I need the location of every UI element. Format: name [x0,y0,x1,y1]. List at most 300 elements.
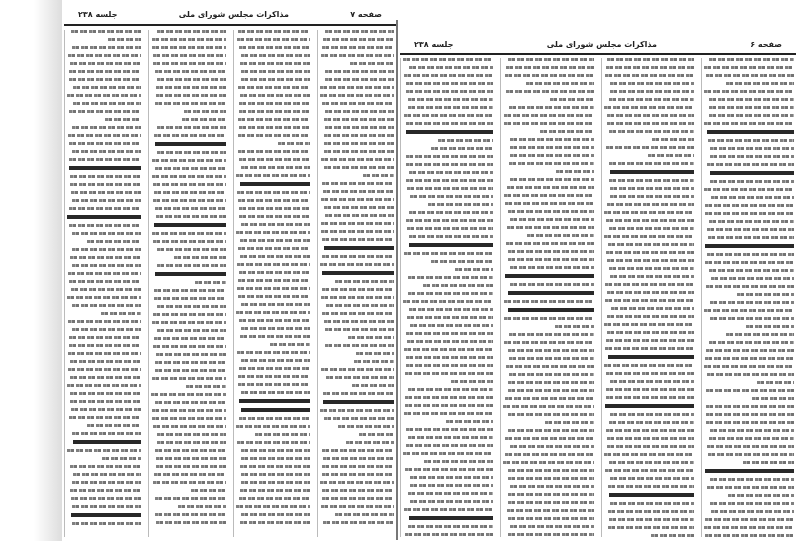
text-line [504,194,594,197]
text-line [324,206,394,209]
text-line [155,361,225,364]
text-line [239,367,310,370]
text-line [609,267,693,270]
text-line [610,90,694,93]
text-line [540,130,593,133]
page-header [64,8,396,22]
text-line [67,449,141,452]
text-line [70,183,141,186]
text-line [404,508,494,511]
text-line [607,437,694,440]
text-line [726,333,794,336]
text-line [710,502,794,505]
text-line [239,102,310,105]
speaker-heading-line [324,246,394,250]
text-line [510,485,594,488]
text-line [156,457,226,460]
text-line [239,46,310,49]
text-line [405,404,494,407]
text-line [406,428,494,431]
text-line [648,154,694,157]
text-line [237,38,310,41]
text-line [240,62,309,65]
text-line [610,275,694,278]
text-line [707,253,794,256]
text-line [67,94,141,97]
text-line [322,312,394,315]
speaker-heading-line [705,244,794,248]
text-line [610,195,693,198]
text-line [410,484,493,487]
text-line [408,388,494,391]
text-line [69,207,141,210]
text-line [746,325,794,328]
text-line [326,376,394,379]
text-line [504,122,594,125]
text-line [605,347,694,350]
text-line [101,312,141,315]
text-line [406,332,493,335]
text-line [241,223,310,226]
text-line [709,106,794,109]
text-line [70,465,142,468]
text-line [322,238,394,241]
left-page [64,0,396,541]
text-line [446,420,493,423]
text-line [240,239,310,242]
text-column [148,30,227,537]
text-line [709,341,794,344]
header-rule [400,53,796,55]
text-line [510,178,593,181]
text-line [241,473,310,476]
text-line [70,489,142,492]
text-line [71,191,141,194]
text-line [507,226,593,229]
text-line [153,199,225,202]
text-line [238,279,310,282]
text-line [155,369,226,372]
speaker-heading-line [608,355,694,359]
text-line [610,187,694,190]
text-line [155,401,225,404]
text-line [504,341,594,344]
text-line [68,272,141,275]
text-line [69,70,142,73]
text-line [102,457,141,460]
text-line [508,58,593,61]
text-line [68,134,141,137]
text-line [403,58,493,61]
text-line [607,445,694,448]
text-line [526,82,594,85]
text-line [321,296,394,299]
text-line [408,276,493,279]
text-line [438,139,493,142]
text-line [241,166,309,169]
speaker-heading-line [505,274,594,278]
text-line [157,329,225,332]
text-line [710,155,794,158]
text-line [704,526,794,529]
speaker-heading-line [155,142,226,146]
text-line [155,513,226,516]
text-line [72,248,141,251]
text-line [609,98,694,101]
text-line [325,30,394,33]
text-line [510,138,594,141]
text-line [239,319,310,322]
text-line [237,441,310,444]
text-line [505,202,593,205]
text-line [325,344,394,347]
text-line [406,155,493,158]
text-line [325,78,394,81]
publication-title: مذاکرات مجلس شورای ملی [178,10,289,19]
scan-edge [0,0,62,541]
speaker-heading-line [155,272,225,276]
text-line [506,66,594,69]
text-line [320,86,394,89]
text-line [153,62,226,65]
text-line [335,280,394,283]
text-line [157,441,226,444]
text-line [605,283,694,286]
text-line [707,445,794,448]
text-line [607,259,694,262]
text-line [606,388,694,391]
text-line [321,368,394,371]
text-line [610,380,694,383]
speaker-heading-line [508,308,593,312]
text-line [354,360,394,363]
text-line [241,303,310,306]
text-line [410,500,494,503]
right-page [400,0,796,541]
text-line [604,323,694,326]
text-line [241,54,310,57]
text-line [324,142,394,145]
text-line [604,235,694,238]
text-line [652,138,694,141]
text-line [67,296,141,299]
text-line [152,159,226,162]
text-line [240,94,310,97]
text-line [709,98,794,101]
text-line [352,384,394,387]
text-line [403,300,493,303]
text-line [239,417,310,420]
page-number: صفحه ۷ [350,10,382,19]
text-line [71,497,142,500]
text-line [237,191,310,194]
text-line [706,74,794,77]
text-line [323,392,394,395]
text-line [431,260,493,263]
text-line [428,203,493,206]
text-line [338,425,394,428]
text-line [191,489,225,492]
text-line [241,513,310,516]
text-line [408,292,494,295]
text-line [605,469,694,472]
text-line [404,74,493,77]
text-line [706,413,794,416]
text-line [410,476,493,479]
text-line [70,392,141,395]
text-line [69,78,142,81]
text-line [236,231,310,234]
text-line [423,284,494,287]
text-line [406,364,494,367]
text-line [195,281,225,284]
text-line [322,473,394,476]
text-line [238,295,309,298]
text-line [335,513,394,516]
text-line [239,497,310,500]
text-line [72,522,141,525]
text-column [601,58,696,537]
text-line [710,429,794,432]
text-line [323,190,394,193]
text-line [704,188,794,191]
text-line [510,146,594,149]
text-line [503,405,593,408]
text-line [278,142,309,145]
text-line [156,215,226,218]
text-line [408,436,493,439]
text-line [709,220,794,223]
text-line [238,30,309,33]
text-line [153,54,226,57]
text-line [705,261,794,264]
text-line [510,218,593,221]
text-line [239,126,310,129]
text-line [241,70,309,73]
text-line [322,449,394,452]
text-line [152,232,226,235]
text-line [608,526,694,529]
text-line [157,433,226,436]
text-line [236,174,309,177]
text-line [322,182,394,185]
text-line [504,114,594,117]
speaker-heading-line [323,400,394,404]
text-line [709,437,794,440]
text-line [324,118,394,121]
text-line [236,311,310,314]
text-line [408,525,494,528]
text-line [407,316,493,319]
text-line [324,150,394,153]
text-line [322,255,394,258]
text-line [70,256,141,259]
text-line [156,94,226,97]
text-line [325,328,394,331]
text-line [604,106,694,109]
text-line [705,534,794,537]
text-line [409,235,494,238]
text-line [241,481,309,484]
text-line [72,264,141,267]
text-line [69,416,142,419]
text-line [239,158,310,161]
speaker-heading-line [73,440,141,444]
text-line [157,248,226,251]
text-line [239,215,310,218]
text-line [156,521,225,524]
text-line [550,98,593,101]
text-line [510,154,593,157]
text-line [322,489,394,492]
text-line [87,240,141,243]
text-line [72,432,141,435]
text-line [236,425,310,428]
text-line [431,147,493,150]
text-line [157,126,225,129]
text-line [726,82,794,85]
text-line [156,86,226,89]
text-line [240,521,310,524]
text-line [451,380,493,383]
text-line [326,304,394,307]
text-line [73,86,141,89]
text-line [359,433,394,436]
text-line [509,106,593,109]
text-line [407,227,494,230]
text-line [706,389,794,392]
text-line [406,122,493,125]
text-line [606,219,694,222]
text-line [241,391,310,394]
text-line [241,359,310,362]
speaker-heading-line [154,223,226,227]
text-line [408,106,493,109]
text-line [505,453,593,456]
text-line [651,534,694,537]
text-line [710,478,794,481]
text-line [711,196,795,199]
text-line [409,308,493,311]
text-line [69,142,141,145]
page-header [400,38,796,52]
text-line [320,481,394,484]
text-line [608,485,694,488]
text-line [709,114,794,117]
text-line [503,461,593,464]
text-line [241,457,310,460]
text-line [708,139,794,142]
text-line [325,126,394,129]
session-number: جلسه ۲۳۸ [78,10,118,19]
text-column [233,30,312,537]
text-line [611,307,694,310]
text-line [408,492,493,495]
text-line [607,291,694,294]
text-line [350,62,395,65]
text-line [504,300,594,303]
text-line [704,122,794,125]
text-line [407,187,493,190]
speaker-heading-line [322,271,394,275]
text-line [157,78,226,81]
text-line [324,134,394,137]
text-line [105,118,141,121]
text-line [407,340,493,343]
text-line [71,288,141,291]
text-line [240,335,310,338]
text-line [403,452,493,455]
text-line [706,421,794,424]
text-line [71,408,142,411]
text-line [325,110,394,113]
speaker-heading-line [710,171,794,175]
text-line [69,158,141,161]
text-line [405,533,494,536]
header-rule [64,24,396,26]
text-line [609,162,694,165]
text-line [157,305,225,308]
text-line [152,321,226,324]
text-line [409,66,493,69]
text-line [406,356,493,359]
text-line [406,179,493,182]
text-line [505,437,594,440]
speaker-heading-line [69,166,141,170]
text-line [157,30,226,33]
text-line [325,214,394,217]
text-line [704,365,794,368]
text-line [68,352,141,355]
text-line [506,242,594,245]
text-line [236,505,310,508]
text-line [606,146,694,149]
text-line [605,74,694,77]
text-line [508,477,593,480]
text-line [322,46,394,49]
text-line [239,207,310,210]
text-line [606,339,693,342]
text-line [324,166,394,169]
text-line [705,212,794,215]
text-line [606,66,694,69]
text-line [184,110,226,113]
text-line [238,375,309,378]
text-line [706,405,794,408]
speaker-heading-line [67,215,141,219]
text-line [509,162,593,165]
text-line [455,268,493,271]
text-line [607,315,694,318]
text-line [408,98,494,101]
text-line [708,236,794,239]
page-number: صفحه ۶ [750,40,782,49]
text-line [325,70,394,73]
text-line [409,171,493,174]
text-line [604,211,694,214]
speaker-heading-line [240,182,310,186]
text-line [508,469,594,472]
text-line [153,425,226,428]
text-line [604,364,693,367]
speaker-heading-line [508,291,593,295]
text-line [506,365,594,368]
text-line [505,74,593,77]
text-line [72,199,141,202]
text-line [154,289,226,292]
text-line [607,114,694,117]
text-line [238,383,310,386]
